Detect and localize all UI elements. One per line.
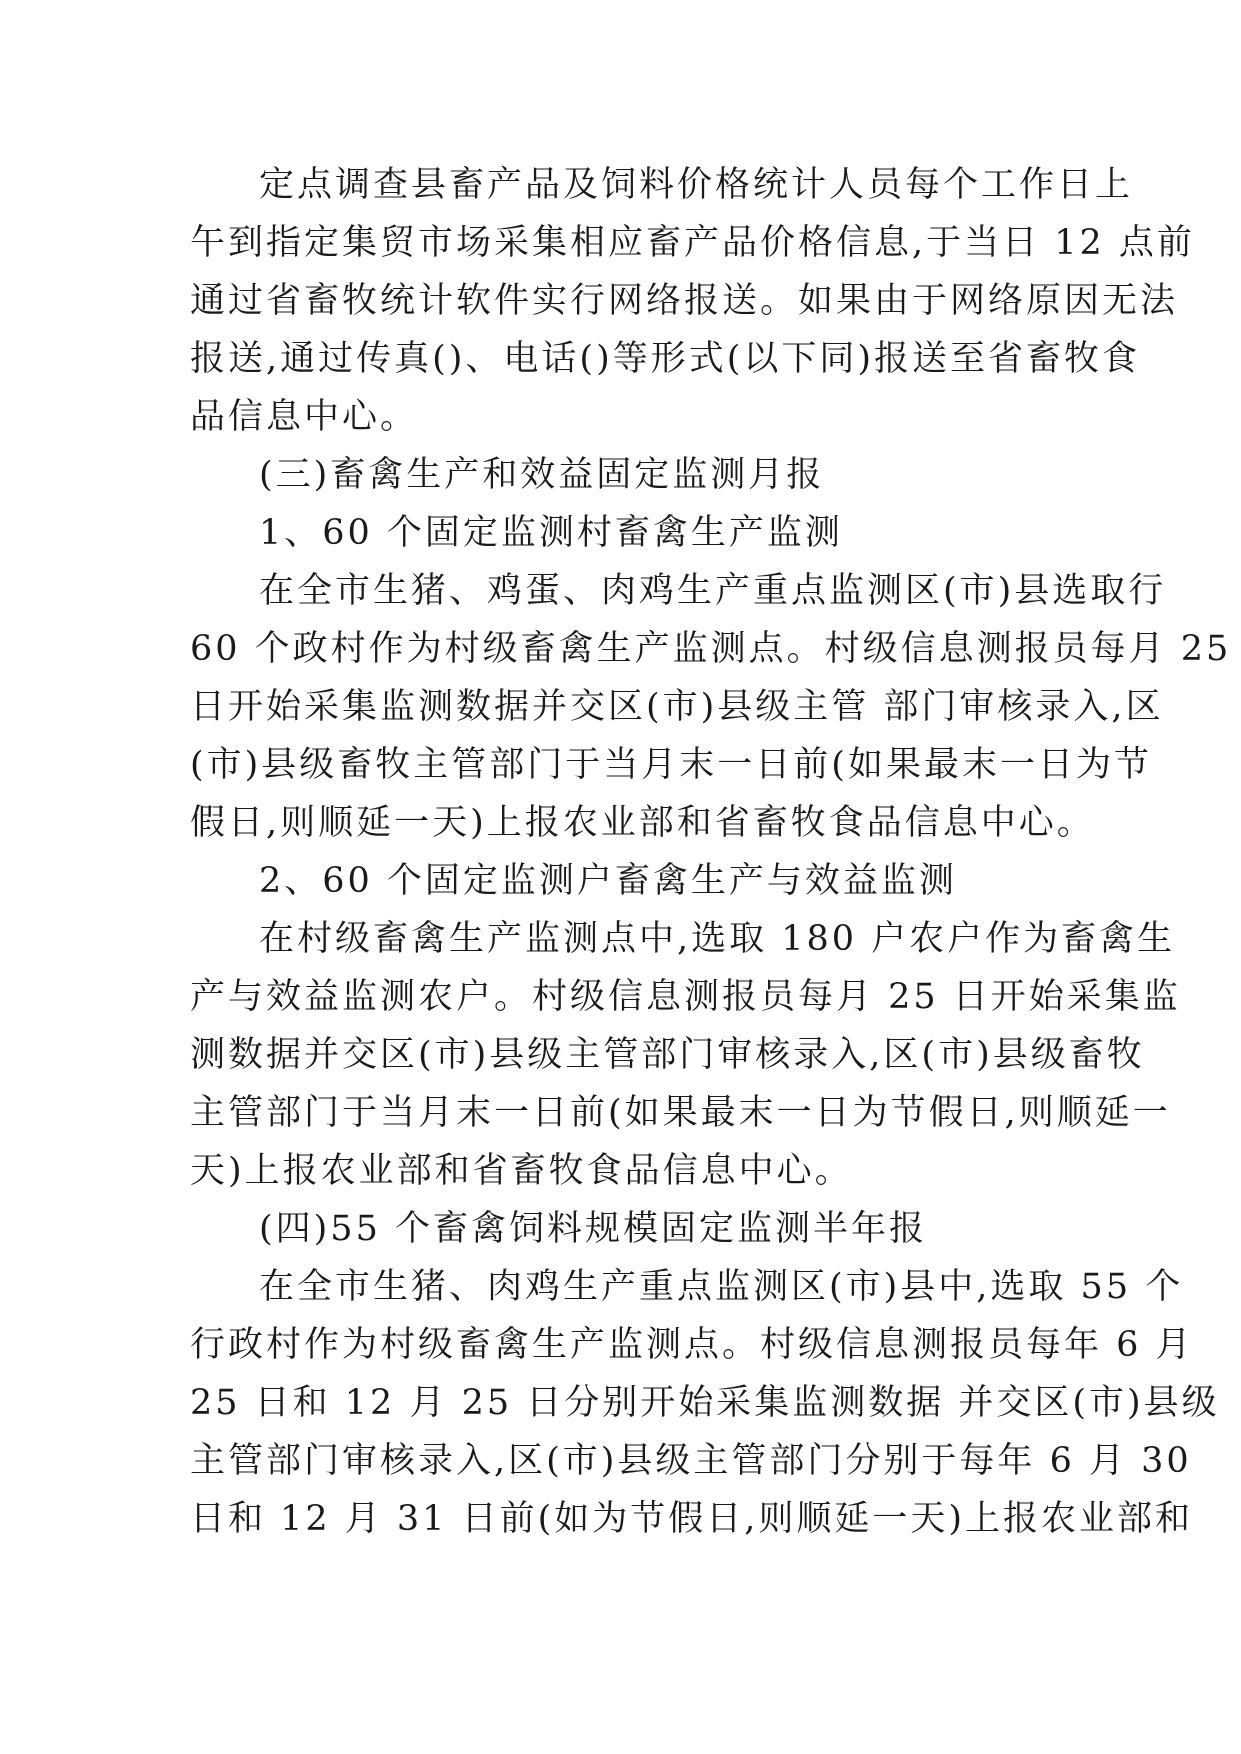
text-line: 日和 12 月 31 日前(如为节假日,则顺延一天)上报农业部和 bbox=[190, 1499, 1194, 1539]
text-line: 通过省畜牧统计软件实行网络报送。如果由于网络原因无法 bbox=[190, 281, 1179, 321]
subsection-heading: 2、60 个固定监测户畜禽生产与效益监测 bbox=[259, 861, 957, 901]
subsection-heading: 1、60 个固定监测村畜禽生产监测 bbox=[259, 513, 843, 553]
text-line: 日开始采集监测数据并交区(市)县级主管 部门审核录入,区 bbox=[190, 687, 1164, 727]
text-line: 行政村作为村级畜禽生产监测点。村级信息测报员每年 6 月 bbox=[190, 1325, 1194, 1365]
text-line: 天)上报农业部和省畜牧食品信息中心。 bbox=[190, 1151, 853, 1191]
text-line: (市)县级畜牧主管部门于当月末一日前(如果最末一日为节 bbox=[190, 745, 1152, 785]
text-line: 假日,则顺延一天)上报农业部和省畜牧食品信息中心。 bbox=[190, 803, 1095, 843]
text-line: 在村级畜禽生产监测点中,选取 180 户农户作为畜禽生 bbox=[259, 919, 1176, 959]
section-heading: (三)畜禽生产和效益固定监测月报 bbox=[259, 455, 825, 495]
text-line: 报送,通过传真()、电话()等形式(以下同)报送至省畜牧食 bbox=[190, 339, 1141, 379]
section-heading: (四)55 个畜禽饲料规模固定监测半年报 bbox=[259, 1209, 927, 1249]
text-line: 测数据并交区(市)县级主管部门审核录入,区(市)县级畜牧 bbox=[190, 1035, 1145, 1075]
text-line: 主管部门审核录入,区(市)县级主管部门分别于每年 6 月 30 bbox=[190, 1441, 1192, 1481]
text-line: 产与效益监测农户。村级信息测报员每月 25 日开始采集监 bbox=[190, 977, 1181, 1017]
text-line: 在全市生猪、肉鸡生产重点监测区(市)县中,选取 55 个 bbox=[259, 1267, 1184, 1307]
text-line: 在全市生猪、鸡蛋、肉鸡生产重点监测区(市)县选取行 bbox=[259, 571, 1167, 611]
text-line: 品信息中心。 bbox=[190, 397, 419, 437]
text-line: 主管部门于当月末一日前(如果最末一日为节假日,则顺延一 bbox=[190, 1093, 1171, 1133]
text-line: 25 日和 12 月 25 日分别开始采集监测数据 并交区(市)县级 bbox=[190, 1383, 1220, 1423]
text-line: 午到指定集贸市场采集相应畜产品价格信息,于当日 12 点前 bbox=[190, 223, 1195, 263]
text-line: 定点调查县畜产品及饲料价格统计人员每个工作日上 bbox=[259, 165, 1134, 205]
text-line: 60 个政村作为村级畜禽生产监测点。村级信息测报员每月 25 bbox=[190, 629, 1232, 669]
